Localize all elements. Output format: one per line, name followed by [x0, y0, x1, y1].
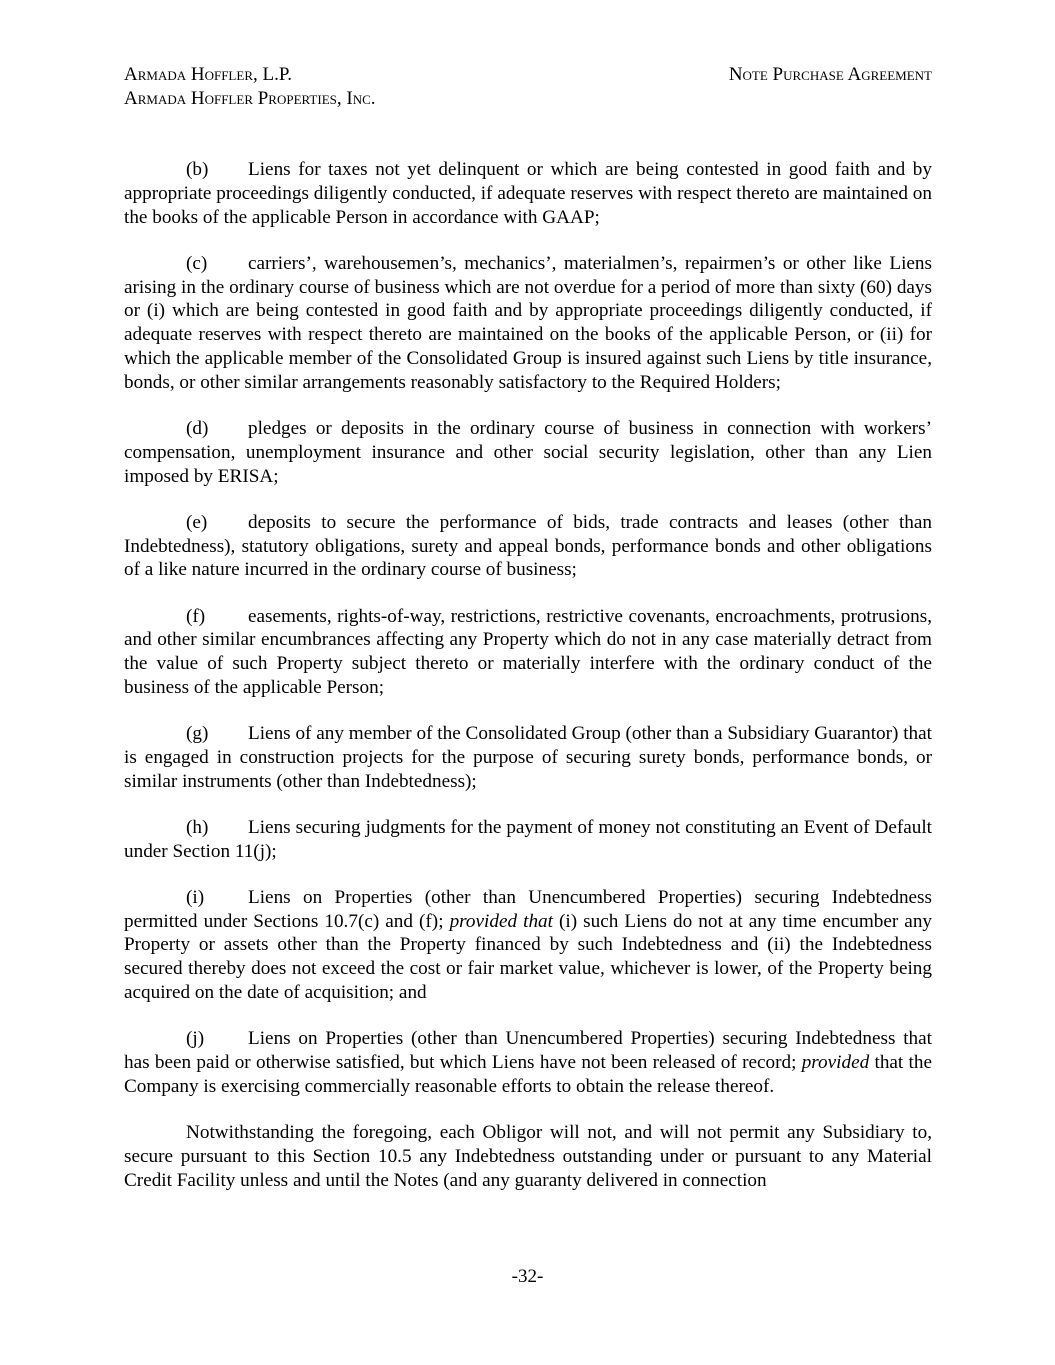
clause-label: (j): [186, 1028, 205, 1050]
header-parties: [124, 63, 376, 111]
clause-text: easements, rights-of-way, restrictions, restrictive covenants, encroachments, protrusions, and other similar encumbrances affecting any Property which do not in any case materially detract from the value of such Property subject thereto or materially interfere with the ordinary conduct of the business of the applicable Person;: [124, 605, 932, 698]
clause-italic-term: provided: [801, 1052, 870, 1074]
clause-text-continued: (i) such Liens do not at any time encumber any Property or assets other than the Property financed by such Indebtedness and (ii) the Indebtedness secured thereby does not exceed the cost or fair market value, whichever is lower, of the Property being acquired on the date of acquisition; and: [124, 910, 933, 1004]
clause-text: carriers’, warehousemen’s, mechanics’, materialmen’s, repairmen’s or other like Liens arising in the ordinary course of business which are not overdue for a period of more than sixty (60) days or (i) which are being contested in good faith and by appropriate proceedings diligently conducted, if adequate reserves with respect thereto are maintained on the books of the applicable Person, or (ii) for which the applicable member of the Consolidated Group is insured against such Liens by title insurance, bonds, or other similar arrangements reasonably satisfactory to the Required Holders;: [124, 252, 932, 393]
header-party-1: Armada Hoffler, L.P.: [124, 64, 293, 85]
clause-text: Liens securing judgments for the payment of money not constituting an Event of Default under Section 11(j);: [124, 816, 932, 862]
clause-f: [124, 605, 932, 700]
clause-b: [124, 158, 932, 229]
clause-text: Liens of any member of the Consolidated Group (other than a Subsidiary Guarantor) that is engaged in construction projects for the purpose of securing surety bonds, performance bonds, or similar instruments (other than Indebtedness);: [124, 723, 932, 792]
clause-label: (e): [186, 511, 208, 533]
clause-label: (b): [186, 159, 209, 180]
clause-label: (c): [186, 252, 208, 274]
clause-label: (d): [186, 417, 209, 439]
clause-c: [124, 252, 932, 395]
clause-i: [124, 886, 932, 1005]
closing-text: Notwithstanding the foregoing, each Obligor will not, and will not permit any Subsidiary to, secure pursuant to this Section 10.5 any Indebtedness outstanding under or pursuant to any Material Credit Facility unless and until the Notes (and any guaranty delivered in connection: [124, 1122, 932, 1191]
clause-text: deposits to secure the performance of bids, trade contracts and leases (other than Indebtedness), statutory obligations, surety and appeal bonds, performance bonds and other obligations of a like nature incurred in the ordinary course of business;: [124, 511, 932, 581]
clause-label: (i): [186, 886, 205, 908]
clause-d: [124, 417, 932, 488]
clause-text: Liens on Properties (other than Unencumbered Properties) securing Indebtedness permitted under Sections 10.7(c) and (f);: [124, 886, 932, 932]
clause-e: [124, 511, 932, 582]
clause-g: [124, 722, 932, 793]
clause-label: (h): [186, 816, 209, 838]
clause-text: pledges or deposits in the ordinary course of business in connection with workers’ compensation, unemployment insurance and other social security legislation, other than any Lien imposed by ERISA;: [124, 417, 932, 487]
clause-text: Liens on Properties (other than Unencumbered Properties) securing Indebtedness that has been paid or otherwise satisfied, but which Liens have not been released of record;: [124, 1028, 932, 1074]
clause-j: [124, 1027, 932, 1098]
clause-text: Liens for taxes not yet delinquent or which are being contested in good faith and by appropriate proceedings diligently conducted, if adequate reserves with respect thereto are maintained on the books of the applicable Person in accordance with GAAP;: [124, 159, 932, 228]
clause-text-continued: that the Company is exercising commercially reasonable efforts to obtain the release thereof.: [124, 1052, 933, 1097]
header-party-2: Armada Hoffler Properties, Inc.: [124, 88, 376, 109]
clause-label: (f): [186, 605, 206, 627]
clause-label: (g): [186, 723, 209, 745]
document-body: [124, 158, 932, 1215]
closing-paragraph: [124, 1121, 932, 1192]
header-document-title: Note Purchase Agreement: [728, 64, 932, 85]
clause-italic-term: provided that: [449, 910, 553, 932]
clause-h: [124, 816, 932, 864]
page-number: -32-: [511, 1266, 544, 1287]
